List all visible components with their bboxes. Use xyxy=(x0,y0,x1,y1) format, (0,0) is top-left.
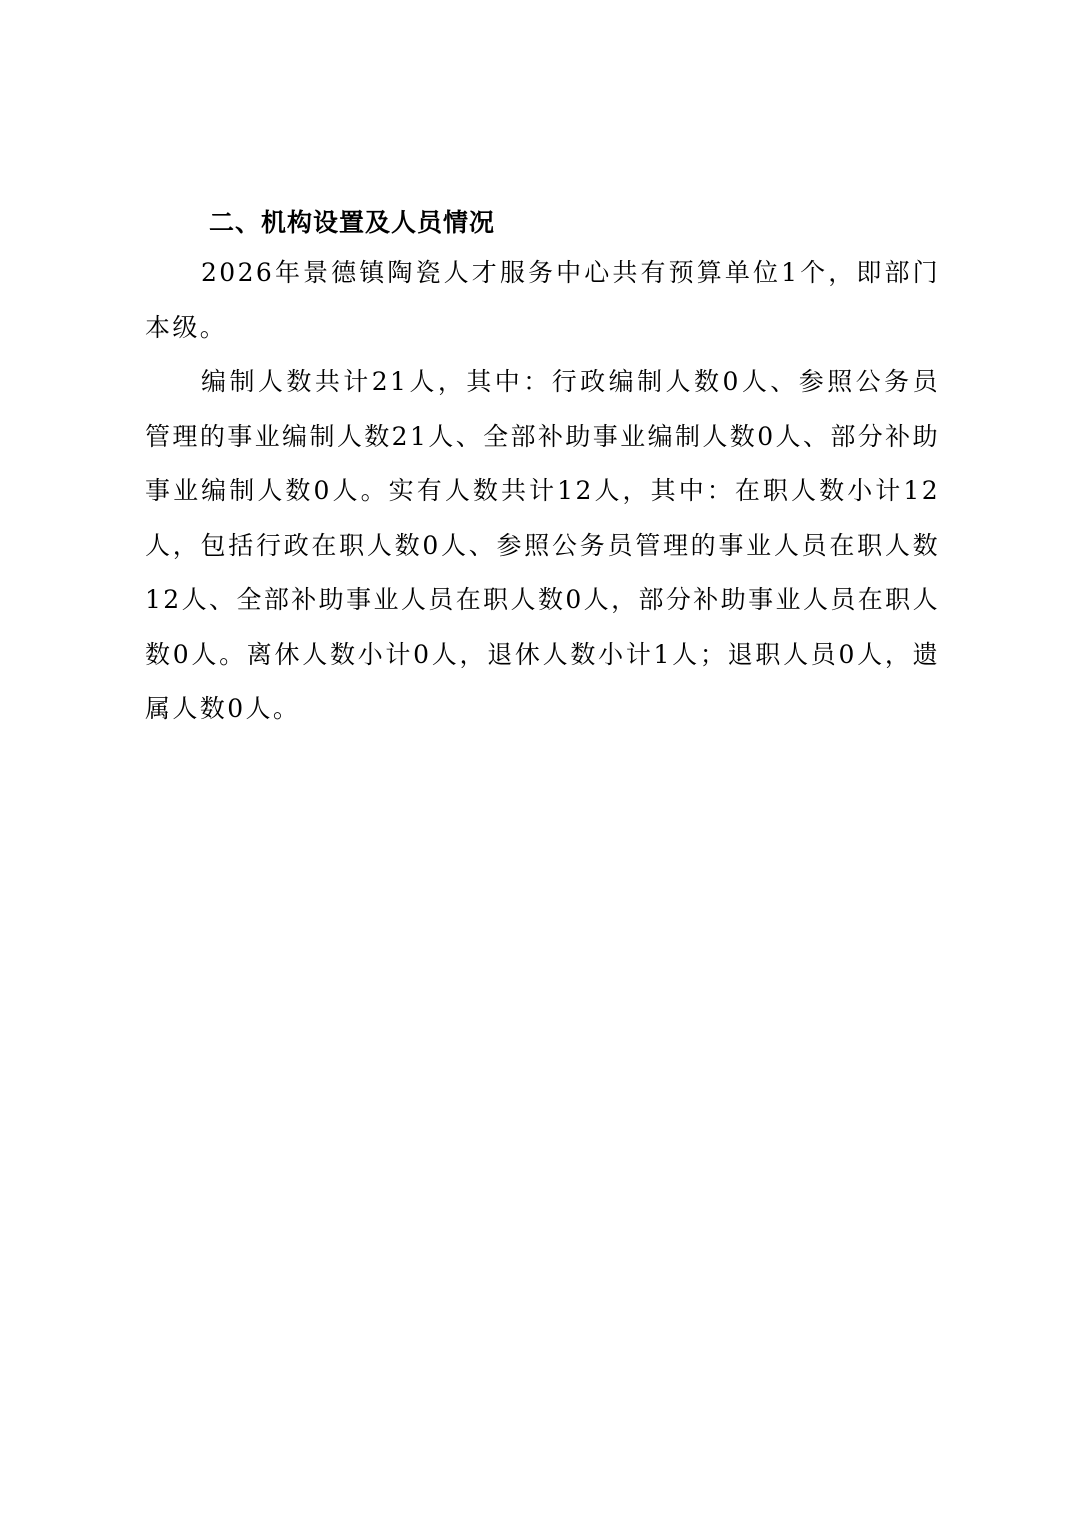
paragraph-staffing: 编制人数共计21人，其中：行政编制人数0人、参照公务员管理的事业编制人数21人、全部补助事业编制人数0人、部分补助事业编制人数0人。实有人数共计12人，其中：在职人数小计12人，包括行政在职人数0人、参照公务员管理的事业人员在职人数12人、全部补助事业人员在职人数0人，部分补助事业人员在职人数0人。离休人数小计0人，退休人数小计1人；退职人员0人，遗属人数0人。 xyxy=(145,367,940,723)
paragraph-budget-units: 2026年景德镇陶瓷人才服务中心共有预算单位1个，即部门本级。 xyxy=(145,258,940,342)
document-body xyxy=(145,200,940,737)
section-heading: 二、机构设置及人员情况 xyxy=(209,208,496,237)
